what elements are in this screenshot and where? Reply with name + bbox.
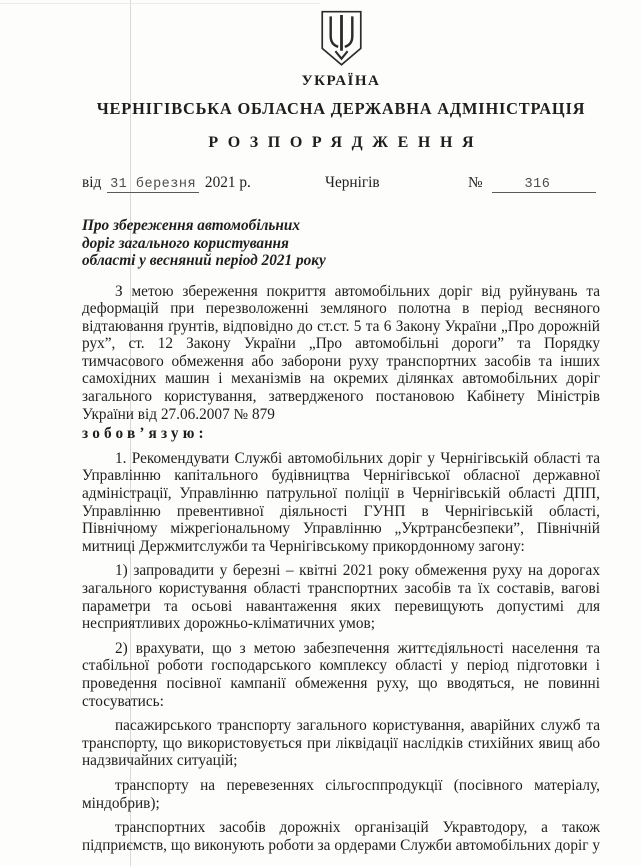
body-paragraph: 1. Рекомендувати Службі автомобільних доріг у Чернігівській області та Управлінню капітального будівництва Чернігівської обласної державної адміністрації, Управлінню патрульної поліції в Чернігівській області ДПП, Управлінню превентивної діяльності ГУНП в Чернігівській області, Північному міжрегіональному Управлінню „Укртрансбезпеки”, Північній митниці Держмитслужби та Чернігівському прикордонному загону:: [82, 449, 600, 555]
subject-line: Про збереження автомобільних: [82, 217, 301, 234]
number-sign: №: [468, 174, 483, 191]
organization-name: ЧЕРНІГІВСЬКА ОБЛАСНА ДЕРЖАВНА АДМІНІСТРАЦІЯ: [96, 99, 586, 118]
body-paragraph: транспорту на перевезеннях сільгосппродукції (посівного матеріалу, міндобрив);: [82, 776, 600, 812]
date-value: 31 березня: [107, 177, 199, 193]
ukraine-trident-icon: [318, 10, 365, 67]
preamble-paragraph: З метою збереження покриття автомобільних доріг від руйнувань та деформацій при перезволоженні земляного полотна в період весняного відтаювання ґрунтів, відповідно до ст.ст. 5 та 6 Закону України „Про дорожній рух”, ст. 12 Закону України „Про автомобільні дороги” та Порядку тимчасового обмеження або заборони руху транспортних засобів та інших самохідних машин і механізмів на окремих ділянках автомобільних доріг загального користування, затвердженого постановою Кабінету Міністрів України від 27.06.2007 № 879: [82, 282, 600, 423]
subject-line: доріг загального користування: [82, 234, 289, 252]
subject-line: області у весняний період 2021 року: [82, 252, 326, 269]
date-year: 2021 р.: [204, 174, 251, 191]
city-name: Чернігів: [325, 174, 380, 191]
number-value: 316: [492, 177, 596, 193]
date-group: [82, 174, 251, 193]
document-meta-row: [82, 174, 600, 197]
body-paragraph: транспортних засобів дорожніх організацій Укравтодору, а також підприємств, що виконують роботи за ордерами Служби автомобільних доріг у: [82, 819, 600, 854]
document-content: [82, 0, 600, 854]
body-paragraph: 1) запровадити у березні – квітні 2021 року обмеження руху на дорогах загального користування області транспортних засобів та їх составів, вагові параметри та осьові навантаження яких перевищують допустимі для несприятливих дорожньо-кліматичних умов;: [82, 562, 600, 633]
body-paragraph: пасажирського транспорту загального користування, аварійних служб та транспорту, що використовується при ліквідації наслідків стихійних явищ або надзвичайних ситуацій;: [82, 717, 600, 770]
body-paragraph: 2) врахувати, що з метою забезпечення життєдіяльності населення та стабільної роботи господарського комплексу області у період підготовки і проведення посівної кампанії обмеження руху, що вводяться, не повинні стосуватись:: [82, 639, 600, 710]
country-name: УКРАЇНА: [301, 73, 381, 89]
directive-word: зобов’язую:: [82, 425, 208, 443]
date-prefix: від: [82, 174, 102, 191]
document-type-title: РОЗПОРЯДЖЕННЯ: [208, 134, 484, 151]
subject-block: [82, 217, 600, 270]
letterhead-emblem: [82, 0, 600, 68]
number-group: [468, 174, 596, 193]
